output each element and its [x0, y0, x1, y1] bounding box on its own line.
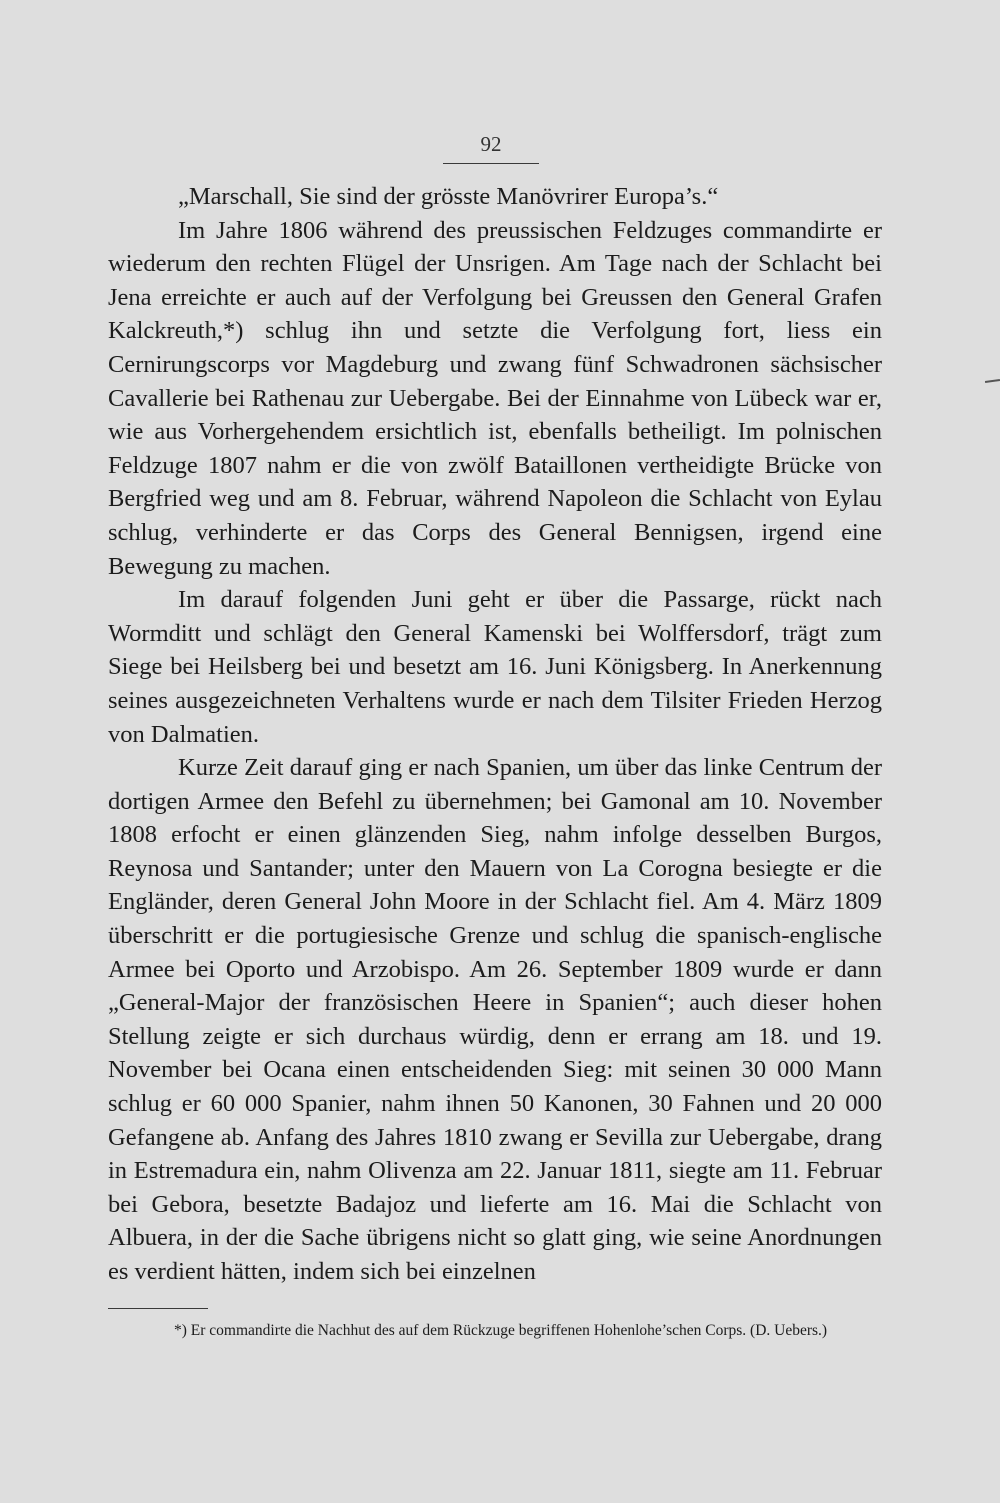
- page-number: 92: [443, 132, 539, 164]
- paragraph-june-campaign: Im darauf folgenden Juni geht er über die Passarge, rückt nach Wormditt und schlägt den General Kamenski bei Wolffersdorf, trägt zum Siege bei Heilsberg bei und besetzt am 16. Juni Königsberg. In Anerkennung seines ausgezeichneten Verhaltens wurde er nach dem Tilsiter Frieden Herzog von Dalmatien.: [108, 586, 882, 748]
- paragraph-quote: „Marschall, Sie sind der grösste Manövrirer Europa’s.“: [178, 183, 719, 210]
- paragraph-1806-campaign: Im Jahre 1806 während des preussischen Feldzuges commandirte er wiederum den rechten Flügel der Unsrigen. Am Tage nach der Schlacht bei Jena erreichte er auch auf der Verfolgung bei Greussen den General Grafen Kalckreuth,*) schlug ihn und setzte die Verfolgung fort, liess ein Cernirungscorps vor Magdeburg und zwang fünf Schwadronen sächsischer Cavallerie bei Rathenau zur Uebergabe. Bei der Einnahme von Lübeck war er, wie aus Vorhergehendem ersichtlich ist, ebenfalls betheiligt. Im polnischen Feldzuge 1807 nahm er die von zwölf Bataillonen vertheidigte Brücke von Bergfried weg und am 8. Februar, während Napoleon die Schlacht von Eylau schlug, verhinderte er das Corps des General Bennigsen, irgend eine Bewegung zu machen.: [108, 216, 882, 580]
- paragraph-spain-campaign: Kurze Zeit darauf ging er nach Spanien, um über das linke Centrum der dortigen Armee den Befehl zu übernehmen; bei Gamonal am 10. November 1808 erfocht er einen glänzenden Sieg, nahm infolge desselben Burgos, Reynosa und Santander; unter den Mauern von La Corogna besiegte er die Engländer, deren General John Moore in der Schlacht fiel. Am 4. März 1809 überschritt er die portugiesische Grenze und schlug die spanisch-englische Armee bei Oporto und Arzobispo. Am 26. September 1809 wurde er dann „General-Major der französischen Heere in Spanien“; auch dieser hohen Stellung zeigte er sich durchaus würdig, denn er errang am 18. und 19. November bei Ocana einen entscheidenden Sieg: mit seinen 30 000 Mann schlug er 60 000 Spanier, nahm ihnen 50 Kanonen, 30 Fahnen und 20 000 Gefangene ab. Anfang des Jahres 1810 zwang er Sevilla zur Uebergabe, drang in Estremadura ein, nahm Olivenza am 22. Januar 1811, siegte am 11. Februar bei Gebora, besetzte Badajoz und lieferte am 16. Mai die Schlacht von Albuera, in der die Sache übrigens nicht so glatt ging, wie seine Anordnungen es verdient hätten, indem sich bei einzelnen: [108, 754, 882, 1285]
- footnote: [108, 1320, 882, 1342]
- footnote-text: *) Er commandirte die Nachhut des auf dem Rückzuge begriffenen Hohenlohe’schen Corps. (D. Uebers.): [174, 1322, 828, 1339]
- body-text: [108, 180, 882, 1289]
- margin-pencil-mark: [985, 379, 1000, 383]
- footnote-divider: [108, 1308, 208, 1309]
